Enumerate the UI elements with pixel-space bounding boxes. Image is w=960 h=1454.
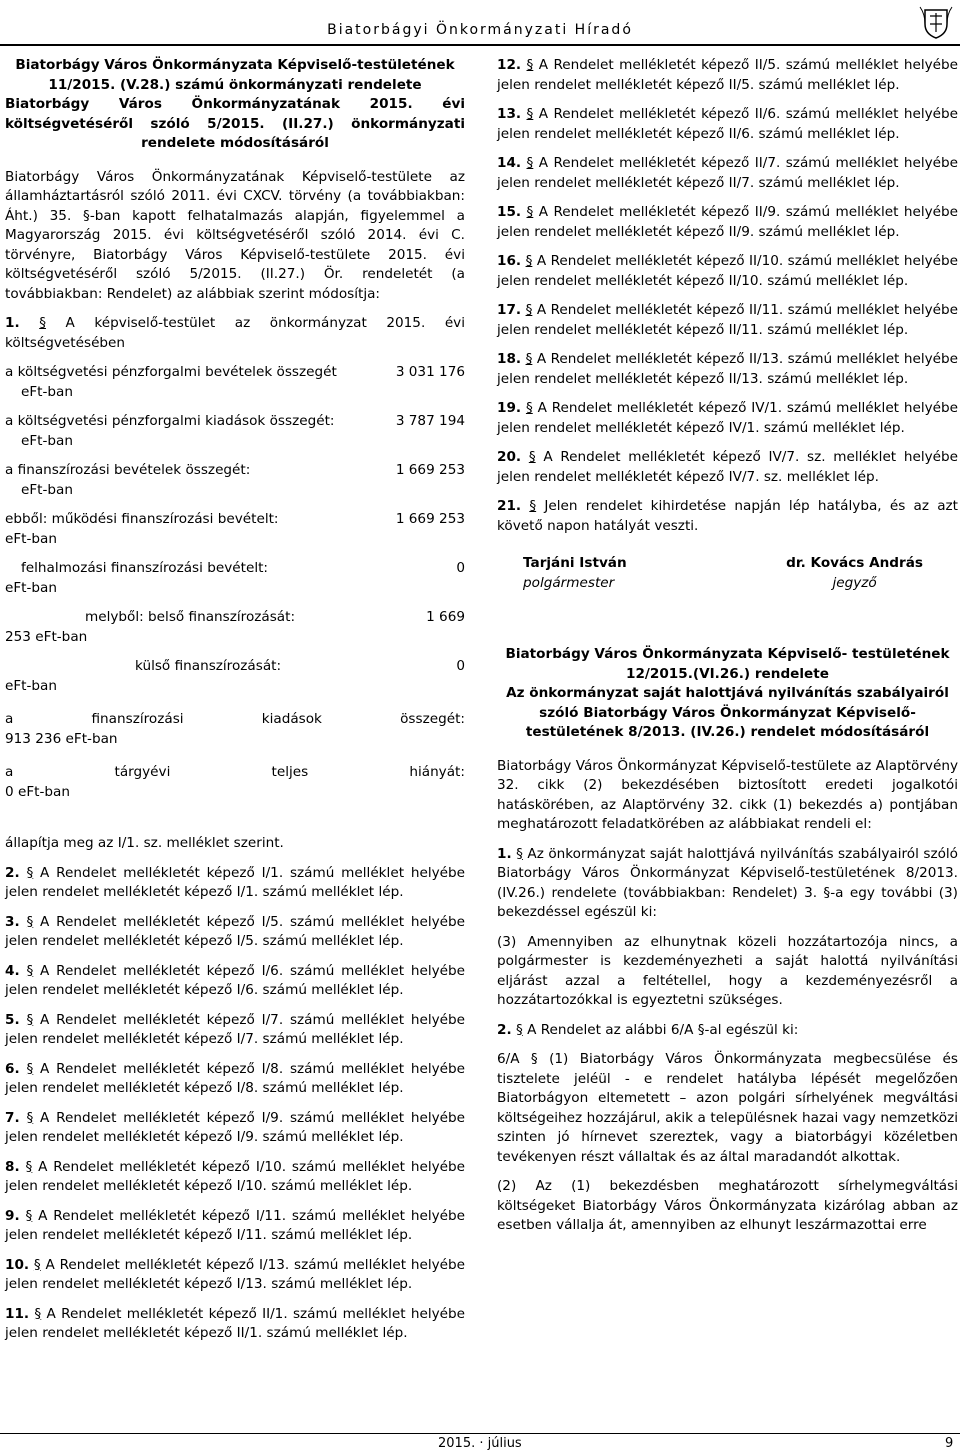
- amount-row: [5, 559, 465, 598]
- amount-value: 3 031 176: [395, 364, 465, 380]
- section-number: 8.: [5, 1158, 20, 1175]
- footer-divider: [0, 1433, 960, 1434]
- section-text: A Rendelet mellékletét képező IV/1. számú melléklet helyébe jelen rendelet mellékletét képező IV/1. számú melléklet lép.: [497, 400, 958, 436]
- section-sign: §: [39, 315, 46, 331]
- financing-expenses-row: [5, 710, 465, 749]
- section-sign: §: [525, 351, 533, 367]
- section-text: A Rendelet mellékletét képező II/10. számú melléklet helyébe jelen rendelet mellékletét képező II/10. számú melléklet lép.: [497, 253, 958, 289]
- section-text: A Rendelet mellékletét képező II/7. számú melléklet helyébe jelen rendelet mellékletét képező II/7. számú melléklet lép.: [497, 155, 958, 191]
- signature-mayor: [523, 554, 627, 593]
- amount-value: 0: [456, 560, 465, 576]
- amount-label: a költségvetési pénzforgalmi kiadások összegét:: [5, 413, 335, 429]
- title-line: 12/2015.(VI.26.) rendelete: [625, 665, 829, 682]
- section-paragraph: [5, 1158, 465, 1197]
- section-paragraph: [497, 203, 958, 242]
- amount-label: ebből: működési finanszírozási bevételt:: [5, 511, 279, 527]
- section-sign: §: [526, 204, 534, 220]
- intro-paragraph: Biatorbágy Város Önkormányzat Képviselő-testülete az Alaptörvény 32. cikk (2) bekezdésében biztosított eredeti jogalkotói hatáskörében, az Alaptörvény 32. cikk (1) bekezdés a) pontjában meghatározott feladatkörében az alábbiakat rendeli el:: [497, 757, 958, 832]
- word: összegét:: [400, 711, 465, 727]
- section-paragraph: [497, 497, 958, 536]
- section-paragraph: [497, 1021, 958, 1041]
- section-text: A Rendelet mellékletét képező IV/7. sz. melléklet helyébe jelen rendelet mellékletét képező IV/7. sz. melléklet lép.: [497, 449, 958, 485]
- word: a: [5, 711, 14, 727]
- title-line: Biatorbágy Város Önkormányzata Képviselő-testületének: [15, 57, 455, 73]
- amount-row: [5, 363, 465, 402]
- section-sign: §: [34, 1305, 42, 1322]
- section-paragraph: [497, 448, 958, 487]
- section-text: A Rendelet mellékletét képező I/13. számú melléklet helyébe jelen rendelet mellékletét képező I/13. számú melléklet lép.: [5, 1256, 465, 1292]
- section-text: Az önkormányzat saját halottjává nyilvánítás szabályairól szóló Biatorbágy Város Önkormányzat Képviselő-testületének 8/2013. (IV.26.) rendelete (továbbiakban: Rendelet) 3. §-a egy további (3) bekezdéssel egészül ki:: [497, 845, 958, 920]
- word: hiányát:: [409, 764, 465, 780]
- section-sign: §: [516, 845, 523, 862]
- amount-label: felhalmozási finanszírozási bevételt:: [21, 560, 269, 576]
- signature-notary: [786, 554, 923, 593]
- amount-value: 3 787 194: [395, 413, 465, 429]
- section-number: 16.: [497, 253, 522, 269]
- section-text: A Rendelet mellékletét képező II/9. számú melléklet helyébe jelen rendelet mellékletét képező II/9. számú melléklet lép.: [497, 204, 958, 240]
- signature-name: Tarjáni István: [523, 555, 627, 571]
- amount-row: [5, 608, 465, 647]
- amount-value: 0: [456, 658, 465, 674]
- title-line: 11/2015. (V.28.) számú önkormányzati rendelete: [48, 76, 422, 93]
- coat-of-arms-icon: [917, 4, 955, 40]
- section-text: A Rendelet mellékletét képező I/6. számú melléklet helyébe jelen rendelet mellékletét képező I/6. számú melléklet lép.: [5, 962, 465, 998]
- section-number: 2.: [497, 1021, 512, 1038]
- section-number: 20.: [497, 449, 522, 465]
- section-text: A Rendelet mellékletét képező II/1. számú melléklet helyébe jelen rendelet mellékletét képező II/1. számú melléklet lép.: [5, 1305, 465, 1341]
- section-sign: §: [26, 913, 34, 930]
- left-column: [5, 56, 465, 1354]
- section-paragraph: [5, 1305, 465, 1344]
- word: tárgyévi: [114, 764, 171, 780]
- section-paragraph: [5, 1207, 465, 1246]
- amount-unit: eFt-ban: [21, 481, 73, 498]
- section-number: 13.: [497, 106, 522, 122]
- amount-unit: eFt-ban: [21, 383, 73, 400]
- section-sign: §: [525, 253, 533, 269]
- section-text: A Rendelet mellékletét képező I/8. számú melléklet helyébe jelen rendelet mellékletét képező I/8. számú melléklet lép.: [5, 1060, 465, 1096]
- section-number: 15.: [497, 204, 522, 220]
- clause-paragraph: (2) Az (1) bekezdésben meghatározott sírhelymegváltási költségeket Biatorbágy Város Önkormányzata kizárólag abban az esetben vállalja át, amennyiben az elhunyt leszármazottai erre: [497, 1178, 958, 1233]
- signature-role: jegyző: [832, 574, 877, 591]
- section-text: A Rendelet mellékletét képező I/9. számú melléklet helyébe jelen rendelet mellékletét képező I/9. számú melléklet lép.: [5, 1109, 465, 1145]
- amount-value: 913 236 eFt-ban: [5, 730, 118, 747]
- title-line: Biatorbágy Város Önkormányzatának 2015. évi költségvetéséről szóló 5/2015. (II.27.) önkormányzati rendelete módosításáról: [5, 96, 465, 151]
- word: a: [5, 764, 14, 780]
- section-sign: §: [26, 864, 34, 881]
- section-text: A Rendelet mellékletét képező II/13. számú melléklet helyébe jelen rendelet mellékletét képező II/13. számú melléklet lép.: [497, 351, 958, 387]
- amount-row: [5, 657, 465, 696]
- section-number: 19.: [497, 400, 522, 416]
- section-paragraph: [5, 1060, 465, 1099]
- section-paragraph: [497, 56, 958, 95]
- ordinance-title-11: [5, 56, 465, 154]
- allapitja-line: állapítja meg az I/1. sz. melléklet szerint.: [5, 835, 284, 851]
- section-paragraph: [5, 1256, 465, 1295]
- amount-label: külső finanszírozását:: [135, 658, 282, 674]
- section-number: 12.: [497, 57, 522, 73]
- section-paragraph: [497, 154, 958, 193]
- section-number: 6.: [5, 1060, 20, 1077]
- issue-date: 2015. · július: [438, 1436, 522, 1451]
- deficit-row: [5, 763, 465, 802]
- section-text: A Rendelet mellékletét képező I/10. számú melléklet helyébe jelen rendelet mellékletét képező I/10. számú melléklet lép.: [5, 1158, 466, 1194]
- page-number: 9: [945, 1436, 954, 1451]
- amount-unit: eFt-ban: [5, 530, 57, 547]
- section-text: A Rendelet mellékletét képező I/1. számú melléklet helyébe jelen rendelet mellékletét képező I/1. számú melléklet lép.: [5, 864, 465, 900]
- signature-block: [523, 554, 923, 593]
- section-number: 5.: [5, 1011, 20, 1028]
- signature-name: dr. Kovács András: [786, 555, 923, 571]
- amount-row: [5, 510, 465, 549]
- word: finanszírozási: [91, 711, 184, 727]
- ordinance-title-12: [497, 645, 958, 743]
- section-text: A Rendelet mellékletét képező II/11. számú melléklet helyébe jelen rendelet mellékletét képező II/11. számú melléklet lép.: [497, 302, 958, 338]
- section-text: A Rendelet mellékletét képező I/5. számú melléklet helyébe jelen rendelet mellékletét képező I/5. számú melléklet lép.: [5, 913, 465, 949]
- section-sign: §: [26, 1109, 34, 1126]
- section-paragraph: [5, 1011, 465, 1050]
- title-line: Biatorbágy Város Önkormányzata Képviselő- testületének: [505, 646, 950, 662]
- section-number: 3.: [5, 913, 20, 930]
- section-number: 18.: [497, 351, 522, 367]
- amount-unit: eFt-ban: [5, 579, 57, 596]
- section-number: 14.: [497, 155, 522, 171]
- section-sign: §: [26, 1060, 34, 1077]
- section-1: [5, 314, 465, 353]
- word: teljes: [271, 764, 309, 780]
- section-number: 4.: [5, 962, 20, 979]
- section-paragraph: [497, 399, 958, 438]
- section-number: 17.: [497, 302, 522, 318]
- amount-row: [5, 461, 465, 500]
- section-paragraph: [5, 864, 465, 903]
- section-number: 11.: [5, 1305, 30, 1322]
- section-text: A Rendelet mellékletét képező I/11. számú melléklet helyébe jelen rendelet mellékletét képező I/11. számú melléklet lép.: [5, 1207, 466, 1243]
- right-column: [497, 56, 958, 1246]
- amount-label: melyből: belső finanszírozását:: [85, 609, 296, 625]
- section-paragraph: [497, 845, 958, 923]
- section-paragraph: [497, 252, 958, 291]
- section-paragraph: [497, 105, 958, 144]
- section-text: A Rendelet mellékletét képező II/6. számú melléklet helyébe jelen rendelet mellékletét képező II/6. számú melléklet lép.: [497, 106, 958, 142]
- section-sign: §: [525, 400, 533, 416]
- signature-role: polgármester: [523, 574, 615, 591]
- section-sign: §: [528, 449, 536, 465]
- section-text: A képviselő-testület az önkormányzat 2015. évi költségvetésében: [5, 315, 466, 351]
- amount-value: 1 669 253: [395, 462, 465, 478]
- section-sign: §: [26, 1011, 34, 1028]
- section-sign: §: [26, 962, 34, 979]
- word: kiadások: [261, 711, 322, 727]
- quote-paragraph: (3) Amennyiben az elhunytnak közeli hozzátartozója nincs, a polgármester is kezdeményezheti a saját halottá nyilvánítási eljárást azzal a feltétellel, hogy a kezdeményezésről a hozzátartozókkal is egyeztetni szükséges.: [497, 933, 958, 1008]
- section-sign: §: [25, 1158, 33, 1175]
- section-text: A Rendelet az alábbi 6/A §-al egészül ki:: [522, 1021, 799, 1038]
- clause-paragraph: 6/A § (1) Biatorbágy Város Önkormányzata megbecsülése és tisztelete jeléül - e rendelet hatályba lépését megelőzően Biatorbágyon eltemetett – azon polgári sírhelyének megváltási költségeihez hozzájárul, akik a településnek hazai vagy nemzetközi szinten jó hírnevet szereztek, vagy a biatorbágyi közéletben tevékenyen részt vállaltak és az által maradandót alkottak.: [497, 1051, 958, 1165]
- section-sign: §: [526, 106, 534, 122]
- section-sign: §: [25, 1207, 33, 1224]
- amount-row: [5, 412, 465, 451]
- section-text: A Rendelet mellékletét képező I/7. számú melléklet helyébe jelen rendelet mellékletét képező I/7. számú melléklet lép.: [5, 1011, 465, 1047]
- section-number: 10.: [5, 1256, 30, 1273]
- section-sign: §: [526, 57, 534, 73]
- amount-label: a finanszírozási bevételek összegét:: [5, 462, 251, 478]
- section-number: 2.: [5, 864, 20, 881]
- section-number: 7.: [5, 1109, 20, 1126]
- section-paragraph: [497, 350, 958, 389]
- section-sign: §: [525, 302, 533, 318]
- section-sign: §: [529, 498, 537, 514]
- section-sign: §: [526, 155, 534, 171]
- section-paragraph: [5, 1109, 465, 1148]
- amount-value: 1 669: [426, 609, 465, 625]
- section-sign: §: [515, 1021, 523, 1038]
- section-paragraph: [497, 301, 958, 340]
- amount-label: a költségvetési pénzforgalmi bevételek összegét: [5, 364, 337, 380]
- section-sign: §: [33, 1256, 41, 1273]
- publication-title: Biatorbágyi Önkormányzati Híradó: [327, 22, 633, 38]
- amount-unit: eFt-ban: [5, 677, 57, 694]
- section-paragraph: [5, 962, 465, 1001]
- header-divider: [0, 44, 960, 46]
- section-number: 1.: [497, 845, 512, 862]
- section-text: A Rendelet mellékletét képező II/5. számú melléklet helyébe jelen rendelet mellékletét képező II/5. számú melléklet lép.: [497, 57, 958, 93]
- section-number: 9.: [5, 1207, 20, 1224]
- amount-unit: eFt-ban: [21, 432, 73, 449]
- intro-paragraph: Biatorbágy Város Önkormányzatának Képviselő-testülete az államháztartásról szóló 2011. évi CXCV. törvény (a továbbiakban: Áht.) 35. §-ban kapott felhatalmazás alapján, figyelemmel a Magyarország 2015. évi költségvetéséről szóló 2014. évi C. törvényre, Biatorbágy Város Képviselő-testülete 2015. évi költségvetéséről szóló 5/2015. (II.27.) Ör. rendeletét (a továbbiakban: Rendelet) az alábbiak szerint módosítja:: [5, 168, 465, 302]
- section-number: 1.: [5, 315, 20, 331]
- title-line: Az önkormányzat saját halottjává nyilvánítás szabályairól szóló Biatorbágy Város Önkormányzat Képviselő-testületének 8/2013. (IV.26.) rendelet módosításáról: [506, 685, 949, 740]
- section-paragraph: [5, 913, 465, 952]
- amount-unit: 253 eFt-ban: [5, 628, 88, 645]
- amount-value: 0 eFt-ban: [5, 783, 70, 800]
- section-number: 21.: [497, 498, 522, 514]
- section-text: Jelen rendelet kihirdetése napján lép hatályba, és az azt követő napon hatályát veszti.: [497, 498, 958, 534]
- amount-value: 1 669 253: [395, 511, 465, 527]
